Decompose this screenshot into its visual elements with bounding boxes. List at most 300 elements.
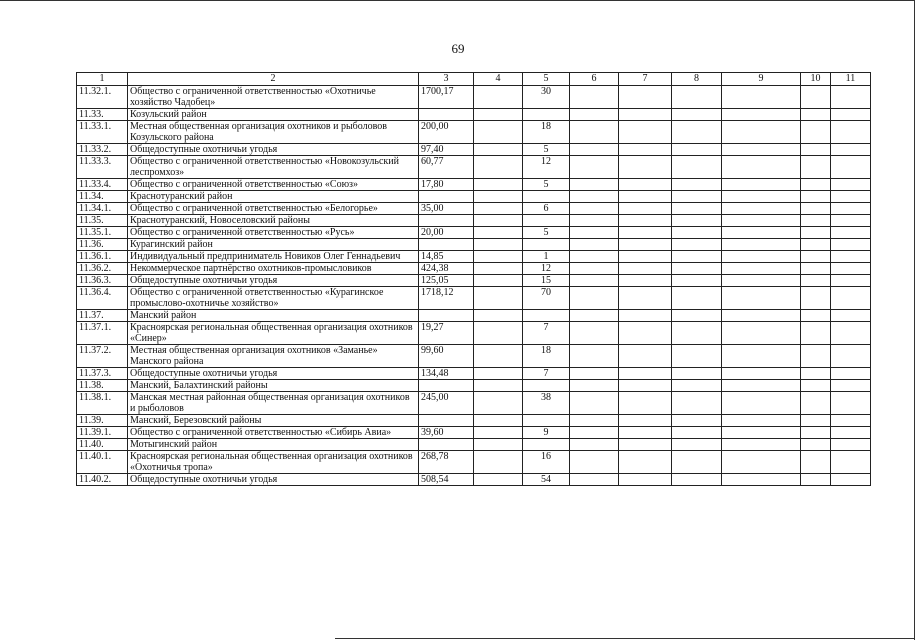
table-header-row <box>77 73 871 86</box>
empty-cell <box>619 474 672 486</box>
empty-cell <box>722 121 801 144</box>
row-name: Краснотуранский район <box>128 191 419 203</box>
empty-cell <box>570 203 619 215</box>
row-quota <box>523 415 570 427</box>
row-quota: 16 <box>523 451 570 474</box>
table-row <box>77 310 871 322</box>
table-row <box>77 322 871 345</box>
row-area <box>419 239 474 251</box>
empty-cell <box>801 427 831 439</box>
row-name: Некоммерческое партнёрство охотников-промысловиков <box>128 263 419 275</box>
empty-cell <box>570 275 619 287</box>
row-name: Манский, Балахтинский районы <box>128 380 419 392</box>
row-area: 200,00 <box>419 121 474 144</box>
row-name: Общество с ограниченной ответственностью «Новокозульский леспромхоз» <box>128 156 419 179</box>
empty-cell <box>801 156 831 179</box>
empty-cell <box>619 239 672 251</box>
empty-cell <box>619 109 672 121</box>
column-header: 1 <box>77 73 128 86</box>
page-number: 69 <box>451 41 465 56</box>
row-quota: 38 <box>523 392 570 415</box>
empty-cell <box>801 368 831 380</box>
column-header: 11 <box>831 73 871 86</box>
table-row <box>77 239 871 251</box>
row-number: 11.36.4. <box>77 287 128 310</box>
empty-cell <box>619 179 672 191</box>
empty-cell <box>722 392 801 415</box>
row-quota: 30 <box>523 86 570 109</box>
empty-cell <box>722 287 801 310</box>
empty-cell <box>474 263 523 275</box>
table-row <box>77 451 871 474</box>
row-area: 14,85 <box>419 251 474 263</box>
empty-cell <box>801 439 831 451</box>
row-quota: 5 <box>523 144 570 156</box>
empty-cell <box>672 474 722 486</box>
table-row <box>77 427 871 439</box>
row-number: 11.33.2. <box>77 144 128 156</box>
empty-cell <box>619 121 672 144</box>
table-row <box>77 392 871 415</box>
column-header: 8 <box>672 73 722 86</box>
row-name: Краснотуранский, Новоселовский районы <box>128 215 419 227</box>
empty-cell <box>831 191 871 203</box>
row-quota: 18 <box>523 121 570 144</box>
empty-cell <box>570 322 619 345</box>
table-row <box>77 109 871 121</box>
empty-cell <box>570 310 619 322</box>
row-quota: 7 <box>523 322 570 345</box>
table-row <box>77 144 871 156</box>
table-row <box>77 251 871 263</box>
column-header: 7 <box>619 73 672 86</box>
row-quota: 6 <box>523 203 570 215</box>
empty-cell <box>801 109 831 121</box>
empty-cell <box>831 144 871 156</box>
empty-cell <box>619 368 672 380</box>
row-name: Мотыгинский район <box>128 439 419 451</box>
empty-cell <box>619 251 672 263</box>
row-name: Курагинский район <box>128 239 419 251</box>
empty-cell <box>474 203 523 215</box>
table-row <box>77 179 871 191</box>
empty-cell <box>672 345 722 368</box>
empty-cell <box>619 227 672 239</box>
row-number: 11.39. <box>77 415 128 427</box>
empty-cell <box>570 179 619 191</box>
empty-cell <box>831 251 871 263</box>
empty-cell <box>831 392 871 415</box>
empty-cell <box>619 144 672 156</box>
empty-cell <box>722 451 801 474</box>
empty-cell <box>831 156 871 179</box>
row-name: Красноярская региональная общественная организация охотников «Охотничья тропа» <box>128 451 419 474</box>
row-quota: 5 <box>523 179 570 191</box>
table-body <box>77 86 871 486</box>
table-row <box>77 439 871 451</box>
empty-cell <box>801 121 831 144</box>
empty-cell <box>672 215 722 227</box>
empty-cell <box>831 275 871 287</box>
empty-cell <box>619 427 672 439</box>
row-area: 134,48 <box>419 368 474 380</box>
row-number: 11.40. <box>77 439 128 451</box>
empty-cell <box>474 109 523 121</box>
empty-cell <box>722 322 801 345</box>
empty-cell <box>672 368 722 380</box>
empty-cell <box>722 179 801 191</box>
empty-cell <box>672 415 722 427</box>
row-name: Красноярская региональная общественная организация охотников «Синер» <box>128 322 419 345</box>
empty-cell <box>474 345 523 368</box>
empty-cell <box>474 415 523 427</box>
empty-cell <box>474 121 523 144</box>
empty-cell <box>474 368 523 380</box>
empty-cell <box>801 191 831 203</box>
row-area <box>419 415 474 427</box>
page-border-right <box>914 0 915 640</box>
empty-cell <box>801 345 831 368</box>
row-area <box>419 109 474 121</box>
empty-cell <box>722 345 801 368</box>
empty-cell <box>474 427 523 439</box>
row-area: 125,05 <box>419 275 474 287</box>
row-area: 20,00 <box>419 227 474 239</box>
empty-cell <box>570 239 619 251</box>
row-name: Общество с ограниченной ответственностью «Белогорье» <box>128 203 419 215</box>
empty-cell <box>722 156 801 179</box>
row-name: Манская местная районная общественная организация охотников и рыболовов <box>128 392 419 415</box>
row-name: Общедоступные охотничьи угодья <box>128 368 419 380</box>
empty-cell <box>570 345 619 368</box>
row-name: Манский, Березовский районы <box>128 415 419 427</box>
empty-cell <box>474 275 523 287</box>
empty-cell <box>722 415 801 427</box>
empty-cell <box>570 451 619 474</box>
empty-cell <box>831 368 871 380</box>
table-row <box>77 380 871 392</box>
empty-cell <box>672 322 722 345</box>
empty-cell <box>672 179 722 191</box>
empty-cell <box>801 275 831 287</box>
column-header: 2 <box>128 73 419 86</box>
empty-cell <box>831 263 871 275</box>
empty-cell <box>801 203 831 215</box>
row-quota <box>523 191 570 203</box>
empty-cell <box>619 287 672 310</box>
empty-cell <box>570 109 619 121</box>
row-number: 11.40.1. <box>77 451 128 474</box>
empty-cell <box>570 380 619 392</box>
row-name: Общедоступные охотничьи угодья <box>128 474 419 486</box>
row-number: 11.39.1. <box>77 427 128 439</box>
empty-cell <box>672 310 722 322</box>
empty-cell <box>619 191 672 203</box>
empty-cell <box>672 227 722 239</box>
row-area: 39,60 <box>419 427 474 439</box>
row-number: 11.36.3. <box>77 275 128 287</box>
empty-cell <box>474 144 523 156</box>
empty-cell <box>474 239 523 251</box>
empty-cell <box>474 156 523 179</box>
empty-cell <box>801 392 831 415</box>
row-quota: 18 <box>523 345 570 368</box>
row-number: 11.38.1. <box>77 392 128 415</box>
column-header: 6 <box>570 73 619 86</box>
empty-cell <box>570 251 619 263</box>
empty-cell <box>474 392 523 415</box>
empty-cell <box>801 215 831 227</box>
row-number: 11.37.3. <box>77 368 128 380</box>
empty-cell <box>831 203 871 215</box>
table-row <box>77 368 871 380</box>
empty-cell <box>619 275 672 287</box>
row-area: 508,54 <box>419 474 474 486</box>
row-number: 11.38. <box>77 380 128 392</box>
empty-cell <box>831 322 871 345</box>
empty-cell <box>801 380 831 392</box>
empty-cell <box>672 275 722 287</box>
row-area: 17,80 <box>419 179 474 191</box>
empty-cell <box>801 251 831 263</box>
empty-cell <box>831 310 871 322</box>
row-name: Козульский район <box>128 109 419 121</box>
row-number: 11.34.1. <box>77 203 128 215</box>
page-border-bottom <box>335 638 914 639</box>
empty-cell <box>801 239 831 251</box>
empty-cell <box>619 86 672 109</box>
empty-cell <box>722 191 801 203</box>
empty-cell <box>619 322 672 345</box>
empty-cell <box>722 239 801 251</box>
row-quota <box>523 439 570 451</box>
row-number: 11.35. <box>77 215 128 227</box>
empty-cell <box>619 380 672 392</box>
row-number: 11.37. <box>77 310 128 322</box>
empty-cell <box>801 86 831 109</box>
row-number: 11.36.2. <box>77 263 128 275</box>
empty-cell <box>570 227 619 239</box>
table-row <box>77 121 871 144</box>
column-header: 5 <box>523 73 570 86</box>
empty-cell <box>474 215 523 227</box>
row-number: 11.33. <box>77 109 128 121</box>
empty-cell <box>801 415 831 427</box>
empty-cell <box>722 109 801 121</box>
empty-cell <box>831 451 871 474</box>
row-area: 35,00 <box>419 203 474 215</box>
empty-cell <box>801 287 831 310</box>
empty-cell <box>722 251 801 263</box>
empty-cell <box>570 144 619 156</box>
table-row <box>77 215 871 227</box>
empty-cell <box>474 310 523 322</box>
empty-cell <box>722 368 801 380</box>
column-header: 3 <box>419 73 474 86</box>
empty-cell <box>831 439 871 451</box>
empty-cell <box>672 203 722 215</box>
empty-cell <box>672 156 722 179</box>
empty-cell <box>570 474 619 486</box>
row-quota: 5 <box>523 227 570 239</box>
row-number: 11.33.4. <box>77 179 128 191</box>
row-area <box>419 439 474 451</box>
row-quota <box>523 310 570 322</box>
row-quota: 15 <box>523 275 570 287</box>
empty-cell <box>672 121 722 144</box>
row-quota <box>523 215 570 227</box>
empty-cell <box>570 121 619 144</box>
row-quota: 12 <box>523 263 570 275</box>
empty-cell <box>672 263 722 275</box>
column-header: 10 <box>801 73 831 86</box>
row-quota: 12 <box>523 156 570 179</box>
empty-cell <box>722 380 801 392</box>
empty-cell <box>672 86 722 109</box>
empty-cell <box>722 203 801 215</box>
empty-cell <box>672 427 722 439</box>
empty-cell <box>619 310 672 322</box>
empty-cell <box>831 86 871 109</box>
empty-cell <box>722 263 801 275</box>
empty-cell <box>672 191 722 203</box>
empty-cell <box>474 451 523 474</box>
empty-cell <box>801 451 831 474</box>
row-number: 11.40.2. <box>77 474 128 486</box>
empty-cell <box>801 263 831 275</box>
row-name: Общество с ограниченной ответственностью «Охотничье хозяйство Чадобец» <box>128 86 419 109</box>
row-area: 268,78 <box>419 451 474 474</box>
empty-cell <box>474 287 523 310</box>
empty-cell <box>570 368 619 380</box>
row-quota <box>523 239 570 251</box>
table-row <box>77 86 871 109</box>
empty-cell <box>722 227 801 239</box>
row-area: 97,40 <box>419 144 474 156</box>
empty-cell <box>831 415 871 427</box>
empty-cell <box>831 345 871 368</box>
empty-cell <box>570 427 619 439</box>
row-name: Общедоступные охотничьи угодья <box>128 144 419 156</box>
row-number: 11.37.1. <box>77 322 128 345</box>
row-name: Местная общественная организация охотников и рыболовов Козульского района <box>128 121 419 144</box>
empty-cell <box>831 227 871 239</box>
table-row <box>77 287 871 310</box>
row-area: 1718,12 <box>419 287 474 310</box>
row-name: Общество с ограниченной ответственностью «Курагинское промыслово-охотничье хозяйство» <box>128 287 419 310</box>
empty-cell <box>722 86 801 109</box>
empty-cell <box>722 275 801 287</box>
row-quota: 9 <box>523 427 570 439</box>
row-area: 19,27 <box>419 322 474 345</box>
empty-cell <box>672 380 722 392</box>
row-name: Индивидуальный предприниматель Новиков Олег Геннадьевич <box>128 251 419 263</box>
row-number: 11.32.1. <box>77 86 128 109</box>
empty-cell <box>619 203 672 215</box>
row-area <box>419 191 474 203</box>
empty-cell <box>801 227 831 239</box>
row-area: 1700,17 <box>419 86 474 109</box>
empty-cell <box>831 109 871 121</box>
empty-cell <box>831 179 871 191</box>
empty-cell <box>474 322 523 345</box>
row-quota <box>523 109 570 121</box>
empty-cell <box>570 215 619 227</box>
empty-cell <box>570 392 619 415</box>
empty-cell <box>801 474 831 486</box>
table-row <box>77 415 871 427</box>
row-name: Местная общественная организация охотников «Заманье» Манского района <box>128 345 419 368</box>
empty-cell <box>570 263 619 275</box>
data-table <box>76 72 871 486</box>
empty-cell <box>474 474 523 486</box>
column-header: 9 <box>722 73 801 86</box>
empty-cell <box>570 287 619 310</box>
empty-cell <box>831 287 871 310</box>
empty-cell <box>619 415 672 427</box>
empty-cell <box>474 191 523 203</box>
row-name: Общедоступные охотничьи угодья <box>128 275 419 287</box>
row-number: 11.35.1. <box>77 227 128 239</box>
row-number: 11.37.2. <box>77 345 128 368</box>
table-row <box>77 275 871 287</box>
page-border-top <box>0 0 914 1</box>
row-number: 11.36. <box>77 239 128 251</box>
empty-cell <box>672 287 722 310</box>
row-quota <box>523 380 570 392</box>
table-row <box>77 474 871 486</box>
row-name: Общество с ограниченной ответственностью «Союз» <box>128 179 419 191</box>
row-area: 99,60 <box>419 345 474 368</box>
empty-cell <box>619 392 672 415</box>
empty-cell <box>672 451 722 474</box>
column-header: 4 <box>474 73 523 86</box>
empty-cell <box>801 144 831 156</box>
empty-cell <box>831 121 871 144</box>
empty-cell <box>722 310 801 322</box>
row-area <box>419 215 474 227</box>
empty-cell <box>474 380 523 392</box>
empty-cell <box>722 439 801 451</box>
empty-cell <box>722 474 801 486</box>
empty-cell <box>619 215 672 227</box>
table-row <box>77 203 871 215</box>
empty-cell <box>722 144 801 156</box>
row-quota: 1 <box>523 251 570 263</box>
row-area: 424,38 <box>419 263 474 275</box>
empty-cell <box>474 251 523 263</box>
empty-cell <box>672 239 722 251</box>
row-area <box>419 310 474 322</box>
row-quota: 54 <box>523 474 570 486</box>
empty-cell <box>619 263 672 275</box>
row-number: 11.34. <box>77 191 128 203</box>
empty-cell <box>831 474 871 486</box>
empty-cell <box>801 322 831 345</box>
empty-cell <box>722 427 801 439</box>
empty-cell <box>672 392 722 415</box>
table-row <box>77 191 871 203</box>
table-row <box>77 345 871 368</box>
empty-cell <box>570 86 619 109</box>
empty-cell <box>474 439 523 451</box>
empty-cell <box>831 380 871 392</box>
empty-cell <box>831 427 871 439</box>
table-row <box>77 263 871 275</box>
table-row <box>77 227 871 239</box>
empty-cell <box>801 310 831 322</box>
row-area: 245,00 <box>419 392 474 415</box>
